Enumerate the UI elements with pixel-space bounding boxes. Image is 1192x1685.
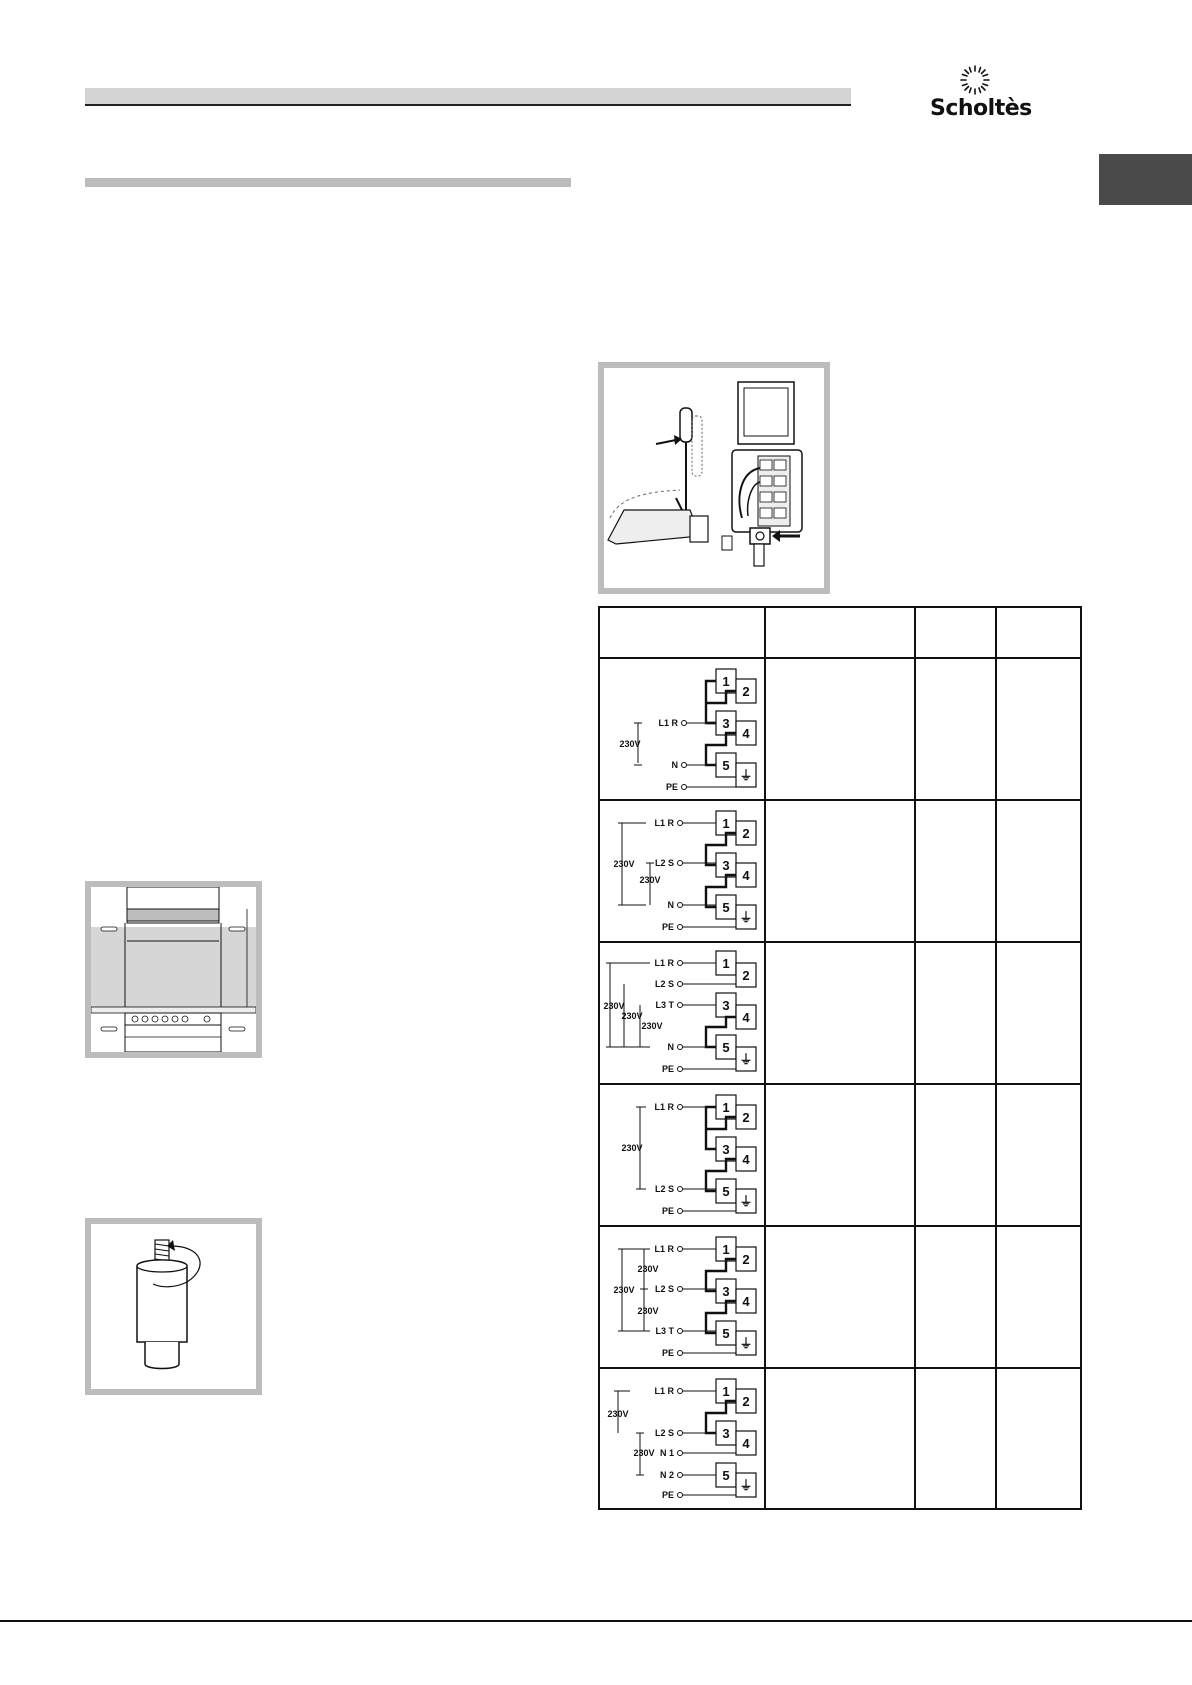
hob-front-illustration <box>91 887 256 1052</box>
wiring-diagram-6 <box>600 1369 762 1509</box>
wire-label: PE <box>661 1490 674 1500</box>
wire-label: L1 R <box>658 718 678 728</box>
terminal-number: 3 <box>722 998 730 1013</box>
wire-label: PE <box>661 922 674 932</box>
terminal-number: 3 <box>722 1284 730 1299</box>
wire-label: L1 R <box>654 958 674 968</box>
wire-label: N <box>671 760 678 770</box>
wiring-table <box>598 606 1082 1510</box>
wire-label: L1 R <box>654 1102 674 1112</box>
wire-label: L2 S <box>654 1428 674 1438</box>
terminal-number: 2 <box>742 1394 750 1409</box>
wire-label: L2 S <box>654 1184 674 1194</box>
wiring-diagram-2 <box>600 801 762 941</box>
section-rule <box>85 178 571 187</box>
voltage-label: 230V <box>613 859 635 869</box>
terminal-number: 5 <box>722 1468 730 1483</box>
voltage-label: 230V <box>641 1021 663 1031</box>
wire-label: PE <box>661 1064 674 1074</box>
table-divider <box>764 608 766 1508</box>
table-divider <box>995 608 997 1508</box>
earth-icon: ⏚ <box>739 768 753 783</box>
voltage-label: 230V <box>613 1285 635 1295</box>
earth-icon: ⏚ <box>739 1478 753 1493</box>
wire-label: L2 S <box>654 979 674 989</box>
terminal-number: 1 <box>722 816 730 831</box>
terminal-number: 1 <box>722 1384 730 1399</box>
wire-label: N <box>667 900 674 910</box>
footer-rule <box>0 1620 1192 1622</box>
wire-label: PE <box>665 782 678 792</box>
wire-label: N 1 <box>659 1448 674 1458</box>
wire-label: PE <box>661 1206 674 1216</box>
table-row <box>600 801 762 941</box>
brand-name: Scholtès <box>930 96 1032 121</box>
terminal-number: 2 <box>742 684 750 699</box>
terminal-number: 4 <box>742 1152 750 1167</box>
terminal-number: 4 <box>742 726 750 741</box>
terminal-number: 1 <box>722 1242 730 1257</box>
foot-screw-illustration <box>91 1224 256 1389</box>
wire-label: L1 R <box>654 818 674 828</box>
voltage-label: 230V <box>619 739 641 749</box>
terminal-number: 4 <box>742 1294 750 1309</box>
language-tab <box>1099 154 1192 205</box>
table-row <box>600 659 762 799</box>
terminal-number: 1 <box>722 674 730 689</box>
terminal-number: 5 <box>722 1326 730 1341</box>
wiring-diagram-1 <box>600 659 762 799</box>
table-row <box>600 1227 762 1367</box>
table-divider <box>914 608 916 1508</box>
terminal-number: 1 <box>722 1100 730 1115</box>
terminal-number: 5 <box>722 758 730 773</box>
table-row <box>600 943 762 1083</box>
wiring-diagram-4 <box>600 1085 762 1225</box>
terminal-box-illustration <box>604 368 824 588</box>
voltage-label: 230V <box>603 1001 625 1011</box>
wire-label: PE <box>661 1348 674 1358</box>
wire-label: L1 R <box>654 1386 674 1396</box>
terminal-number: 2 <box>742 1252 750 1267</box>
terminal-number: 3 <box>722 1142 730 1157</box>
terminal-number: 2 <box>742 968 750 983</box>
wire-label: L2 S <box>654 1284 674 1294</box>
terminal-box-figure <box>598 362 830 594</box>
terminal-number: 3 <box>722 716 730 731</box>
adjustable-foot-figure <box>85 1218 262 1395</box>
brand-logo <box>930 62 1032 126</box>
sun-burst-icon <box>930 62 1020 98</box>
terminal-number: 5 <box>722 1040 730 1055</box>
voltage-label: 230V <box>607 1409 629 1419</box>
earth-icon: ⏚ <box>739 1052 753 1067</box>
wire-label: L2 S <box>654 858 674 868</box>
voltage-label: 230V <box>633 1448 655 1458</box>
earth-icon: ⏚ <box>739 910 753 925</box>
wire-label: L3 T <box>655 1000 674 1010</box>
terminal-number: 3 <box>722 858 730 873</box>
terminal-number: 2 <box>742 826 750 841</box>
header-rule <box>85 88 851 106</box>
voltage-label: 230V <box>639 875 661 885</box>
terminal-number: 4 <box>742 868 750 883</box>
wiring-diagram-5 <box>600 1227 762 1367</box>
voltage-label: 230V <box>621 1143 643 1153</box>
wire-label: N 2 <box>659 1470 674 1480</box>
terminal-number: 1 <box>722 956 730 971</box>
table-row <box>600 1085 762 1225</box>
terminal-number: 5 <box>722 900 730 915</box>
terminal-number: 4 <box>742 1436 750 1451</box>
wiring-diagram-3 <box>600 943 762 1083</box>
wire-label: L1 R <box>654 1244 674 1254</box>
table-row <box>600 1369 762 1509</box>
voltage-label: 230V <box>637 1264 659 1274</box>
wire-label: L3 T <box>655 1326 674 1336</box>
voltage-label: 230V <box>637 1306 659 1316</box>
terminal-number: 4 <box>742 1010 750 1025</box>
wire-label: N <box>667 1042 674 1052</box>
hob-installation-figure <box>85 881 262 1058</box>
earth-icon: ⏚ <box>739 1336 753 1351</box>
voltage-label: 230V <box>621 1011 643 1021</box>
terminal-number: 3 <box>722 1426 730 1441</box>
terminal-number: 2 <box>742 1110 750 1125</box>
earth-icon: ⏚ <box>739 1194 753 1209</box>
terminal-number: 5 <box>722 1184 730 1199</box>
